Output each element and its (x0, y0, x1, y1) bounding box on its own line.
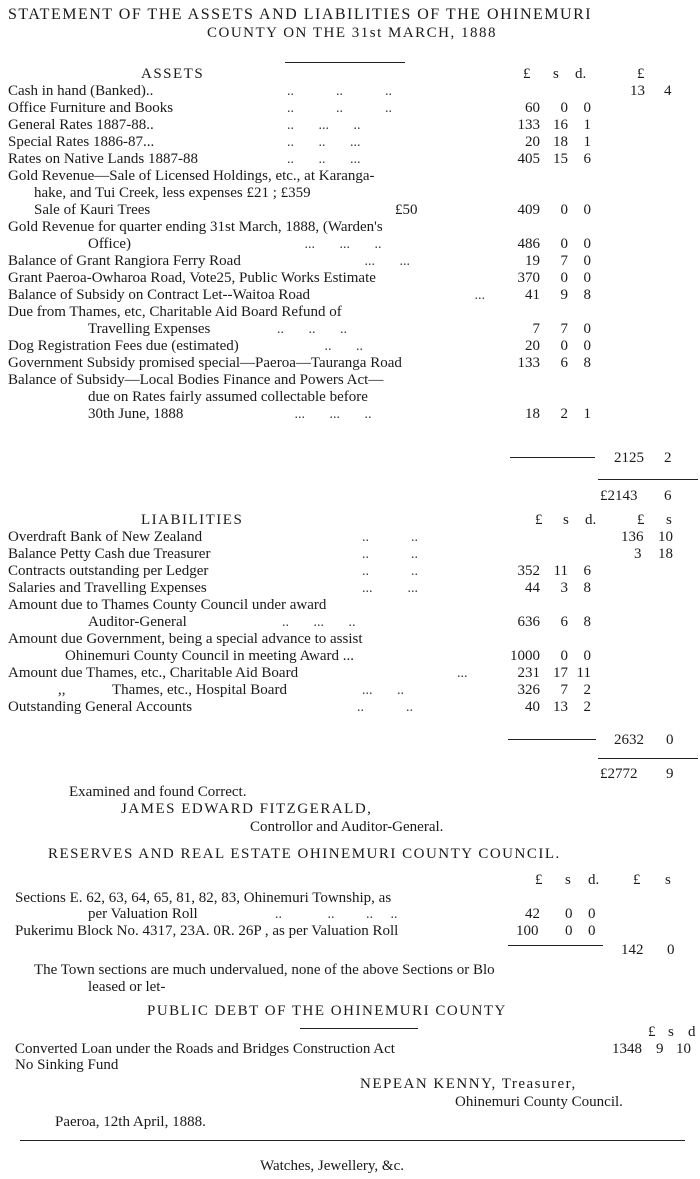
debt-col-d: d (688, 1024, 696, 1040)
asset-row-pence: 8 (583, 287, 591, 303)
leader-dots: .. .. (355, 530, 418, 545)
liab-total: £2772 (600, 766, 638, 782)
asset-row-label: Grant Paeroa-Owharoa Road, Vote25, Public Works Estimate (8, 270, 376, 286)
liability-row-shillings: 11 (553, 563, 568, 579)
asset-row-pence: 0 (583, 100, 591, 116)
asset-row-label: Gold Revenue—Sale of Licensed Holdings, etc., at Karanga- (8, 168, 375, 184)
asset-row-shillings: 15 (553, 151, 568, 167)
asset-row-pence: 8 (583, 355, 591, 371)
treasurer-org: Ohinemuri County Council. (455, 1094, 623, 1110)
asset-row-pence: 1 (583, 406, 591, 422)
asset-row-pounds: 405 (517, 151, 540, 167)
cash-total: 13 (630, 83, 645, 99)
reserves-note: The Town sections are much undervalued, none of the above Sections or Blo (34, 962, 495, 978)
asset-row-pounds: 133 (517, 355, 540, 371)
place-date: Paeroa, 12th April, 1888. (55, 1114, 206, 1130)
asset-row-label: Travelling Expenses (88, 321, 211, 337)
leader-dots: .. .. ... (280, 152, 361, 167)
liab-subtotal-s: 0 (666, 732, 674, 748)
asset-row-pounds: 7 (532, 321, 540, 337)
asset-row-pence: 0 (583, 202, 591, 218)
leader-dots: .. .. (355, 547, 418, 562)
debt-row1-l: 1348 (612, 1041, 642, 1057)
asset-row-pounds: 19 (525, 253, 540, 269)
leader-dots: .. .. .. (280, 84, 392, 99)
leader-dots: ... ... .. (270, 407, 372, 422)
treasurer-name: NEPEAN KENNY, Treasurer, (360, 1076, 577, 1092)
res-col-total: £ (633, 872, 641, 888)
footer-rule (20, 1140, 685, 1141)
debt-row2: No Sinking Fund (15, 1057, 119, 1073)
liab-col-s: s (563, 512, 569, 528)
asset-row-shillings: 0 (560, 236, 568, 252)
asset-row-label: Office Furniture and Books (8, 100, 174, 116)
asset-row-pounds: 18 (525, 406, 540, 422)
leader-dots: ... (450, 666, 468, 681)
asset-row-label: Dog Registration Fees due (estimated) (8, 338, 239, 354)
asset-row-label: Sale of Kauri Trees (34, 202, 151, 218)
assets-subtotal: 2125 (614, 450, 644, 466)
ditto-mark: ,, (58, 682, 66, 698)
asset-row-pounds: 20 (525, 338, 540, 354)
liability-row-shillings: 7 (560, 682, 568, 698)
assets-total-rule (598, 479, 698, 480)
reserves-row1-l: 42 (525, 906, 540, 922)
leader-dots: .. ... .. (280, 118, 361, 133)
liability-row-label: Outstanding General Accounts (8, 699, 193, 715)
res-col-total-s: s (665, 872, 671, 888)
liability-row-shillings: 3 (560, 580, 568, 596)
reserves-row1-d: 0 (588, 906, 596, 922)
asset-row-shillings: 18 (553, 134, 568, 150)
liab-col-total-s: s (666, 512, 672, 528)
asset-row-label: Gold Revenue for quarter ending 31st March, 1888, (Warden's (8, 219, 383, 235)
liability-row-pence: 2 (583, 682, 591, 698)
reserves-total-s: 0 (667, 942, 675, 958)
liability-row-pounds: 636 (517, 614, 540, 630)
asset-row-label: Office) (88, 236, 132, 252)
audit-examined: Examined and found Correct. (69, 784, 247, 800)
liability-row-pounds: 40 (525, 699, 540, 715)
leader-dots: .. .. ... (280, 135, 361, 150)
assets-col-pounds: £ (523, 66, 531, 82)
liability-row-label: Amount due Government, being a special advance to assist (8, 631, 363, 647)
liability-row-label: Ohinemuri County Council in meeting Award ... (65, 648, 355, 664)
title-rule (285, 62, 405, 63)
statement-title-line2: COUNTY ON THE 31st MARCH, 1888 (207, 25, 498, 41)
asset-row-pence: 1 (583, 134, 591, 150)
asset-row-shillings: 9 (560, 287, 568, 303)
assets-total: £2143 (600, 488, 638, 504)
asset-row-pounds: 133 (517, 117, 540, 133)
debt-row1-s: 9 (656, 1041, 664, 1057)
liability-row-label: Contracts outstanding per Ledger (8, 563, 209, 579)
liability-row-label: Auditor-General (88, 614, 187, 630)
leader-dots: ... ... (355, 581, 418, 596)
assets-subtotal-s: 2 (664, 450, 672, 466)
liability-row-pounds: 352 (517, 563, 540, 579)
asset-row-pounds: 370 (517, 270, 540, 286)
leader-dots: .. .. .. (280, 101, 392, 116)
liability-row-label: Balance Petty Cash due Treasurer (8, 546, 211, 562)
reserves-row2-s: 0 (565, 923, 573, 939)
asset-row-shillings: 0 (560, 270, 568, 286)
cash-total-s: 4 (664, 83, 672, 99)
asset-row-label: due on Rates fairly assumed collectable before (88, 389, 368, 405)
liab-col-d: d. (585, 512, 597, 528)
asset-row-shillings: 0 (560, 202, 568, 218)
debt-col-s: s (668, 1024, 674, 1040)
reserves-row2-d: 0 (588, 923, 596, 939)
leader-dots: .. .. (355, 564, 418, 579)
asset-row-label: Cash in hand (Banked).. (8, 83, 154, 99)
asset-row-pence: 0 (583, 253, 591, 269)
liab-total-rule (598, 758, 698, 759)
leader-dots: ... ... (340, 254, 410, 269)
liability-row-label: Salaries and Travelling Expenses (8, 580, 207, 596)
auditor-name: JAMES EDWARD FITZGERALD, (121, 801, 373, 817)
asset-row-pounds: 41 (525, 287, 540, 303)
liab-subtotal-rule (508, 739, 596, 740)
reserves-rule (508, 945, 603, 946)
liability-row-pence: 6 (583, 563, 591, 579)
debt-row1-d: 10 (676, 1041, 691, 1057)
leader-dots: .. .. (300, 339, 363, 354)
liability-row-shillings: 6 (560, 614, 568, 630)
asset-row-label: Due from Thames, etc, Charitable Aid Board Refund of (8, 304, 342, 320)
liability-row-pence: 2 (583, 699, 591, 715)
liability-row-pounds: 1000 (510, 648, 540, 664)
asset-row-shillings: 7 (560, 253, 568, 269)
liab-subtotal: 2632 (614, 732, 644, 748)
leader-dots: ... (450, 288, 485, 303)
res-col-pounds: £ (535, 872, 543, 888)
reserves-row1: Sections E. 62, 63, 64, 65, 81, 82, 83, Ohinemuri Township, as (15, 890, 392, 906)
assets-subtotal-rule (510, 457, 595, 458)
asset-row-pence: 6 (583, 151, 591, 167)
liability-row-label: Thames, etc., Hospital Board (112, 682, 287, 698)
assets-col-total: £ (637, 66, 645, 82)
debt-col-pounds: £ (648, 1024, 656, 1040)
reserves-total: 142 (621, 942, 644, 958)
leader-dots: ... .. (355, 683, 404, 698)
liability-row-pence: 8 (583, 580, 591, 596)
asset-row-label: General Rates 1887-88.. (8, 117, 154, 133)
asset-row-pounds: 20 (525, 134, 540, 150)
asset-row-label: Government Subsidy promised special—Paeroa—Tauranga Road (8, 355, 402, 371)
asset-row-shillings: 2 (560, 406, 568, 422)
liabilities-heading: LIABILITIES (141, 512, 244, 528)
liability-row-label: Amount due to Thames County Council under award (8, 597, 327, 613)
asset-row-pence: 1 (583, 117, 591, 133)
footer-ad: Watches, Jewellery, &c. (260, 1158, 405, 1174)
asset-row-pence: 0 (583, 321, 591, 337)
petty-s: 18 (658, 546, 673, 562)
liab-col-total: £ (637, 512, 645, 528)
liability-row-pounds: 326 (517, 682, 540, 698)
debt-rule (300, 1028, 418, 1029)
assets-col-s: s (553, 66, 559, 82)
overdraft-amount: 136 (621, 529, 644, 545)
assets-col-d: d. (575, 66, 587, 82)
asset-row-label: Special Rates 1886-87... (8, 134, 155, 150)
petty-amount: 3 (634, 546, 642, 562)
liability-row-pence: 8 (583, 614, 591, 630)
liability-row-pence: 11 (576, 665, 591, 681)
asset-row-pounds: 486 (517, 236, 540, 252)
reserves-row1-cont: per Valuation Roll (88, 906, 198, 922)
assets-total-s: 6 (664, 488, 672, 504)
asset-row-pounds: 60 (525, 100, 540, 116)
asset-row-pounds: 409 (517, 202, 540, 218)
asset-row-label: Balance of Grant Rangiora Ferry Road (8, 253, 241, 269)
asset-row-shillings: 0 (560, 100, 568, 116)
liability-row-label: Overdraft Bank of New Zealand (8, 529, 203, 545)
liability-row-pence: 0 (583, 648, 591, 664)
asset-row-shillings: 0 (560, 338, 568, 354)
leader-dots: .. .. .. (270, 322, 347, 337)
liability-row-label: Amount due Thames, etc., Charitable Aid Board (8, 665, 299, 681)
reserves-row2-l: 100 (516, 923, 539, 939)
liab-total-s: 9 (666, 766, 674, 782)
overdraft-s: 10 (658, 529, 673, 545)
debt-row1: Converted Loan under the Roads and Bridges Construction Act (15, 1041, 395, 1057)
asset-row-shillings: 6 (560, 355, 568, 371)
asset-row-label: hake, and Tui Creek, less expenses £21 ; £359 (34, 185, 311, 201)
leader-dots: .. .. .. .. (275, 907, 398, 922)
reserves-note-cont: leased or let- (88, 979, 166, 995)
assets-heading: ASSETS (141, 66, 205, 82)
liability-row-pounds: 231 (517, 665, 540, 681)
reserves-heading: RESERVES AND REAL ESTATE OHINEMURI COUNTY COUNCIL. (48, 846, 561, 862)
liability-row-shillings: 13 (553, 699, 568, 715)
leader-dots: .. .. (350, 700, 413, 715)
res-col-d: d. (588, 872, 600, 888)
leader-dots: ... ... .. (280, 237, 382, 252)
liab-col-pounds: £ (535, 512, 543, 528)
asset-row-label: 30th June, 1888 (88, 406, 184, 422)
asset-row-pence: 0 (583, 270, 591, 286)
asset-row-inline-amount: £50 (395, 202, 418, 218)
liability-row-shillings: 0 (560, 648, 568, 664)
reserves-row2: Pukerimu Block No. 4317, 23A. 0R. 26P , as per Valuation Roll (15, 923, 399, 939)
reserves-row1-s: 0 (565, 906, 573, 922)
asset-row-label: Rates on Native Lands 1887-88 (8, 151, 198, 167)
liability-row-pounds: 44 (525, 580, 540, 596)
statement-title-line1: STATEMENT OF THE ASSETS AND LIABILITIES OF THE OHINEMURI (8, 6, 593, 23)
asset-row-label: Balance of Subsidy—Local Bodies Finance and Powers Act— (8, 372, 384, 388)
asset-row-label: Balance of Subsidy on Contract Let--Waitoa Road (8, 287, 311, 303)
asset-row-pence: 0 (583, 338, 591, 354)
asset-row-shillings: 16 (553, 117, 568, 133)
auditor-title: Controllor and Auditor-General. (250, 819, 444, 835)
leader-dots: .. ... .. (275, 615, 356, 630)
debt-heading: PUBLIC DEBT OF THE OHINEMURI COUNTY (147, 1003, 507, 1019)
asset-row-pence: 0 (583, 236, 591, 252)
res-col-s: s (565, 872, 571, 888)
liability-row-shillings: 17 (553, 665, 568, 681)
asset-row-shillings: 7 (560, 321, 568, 337)
